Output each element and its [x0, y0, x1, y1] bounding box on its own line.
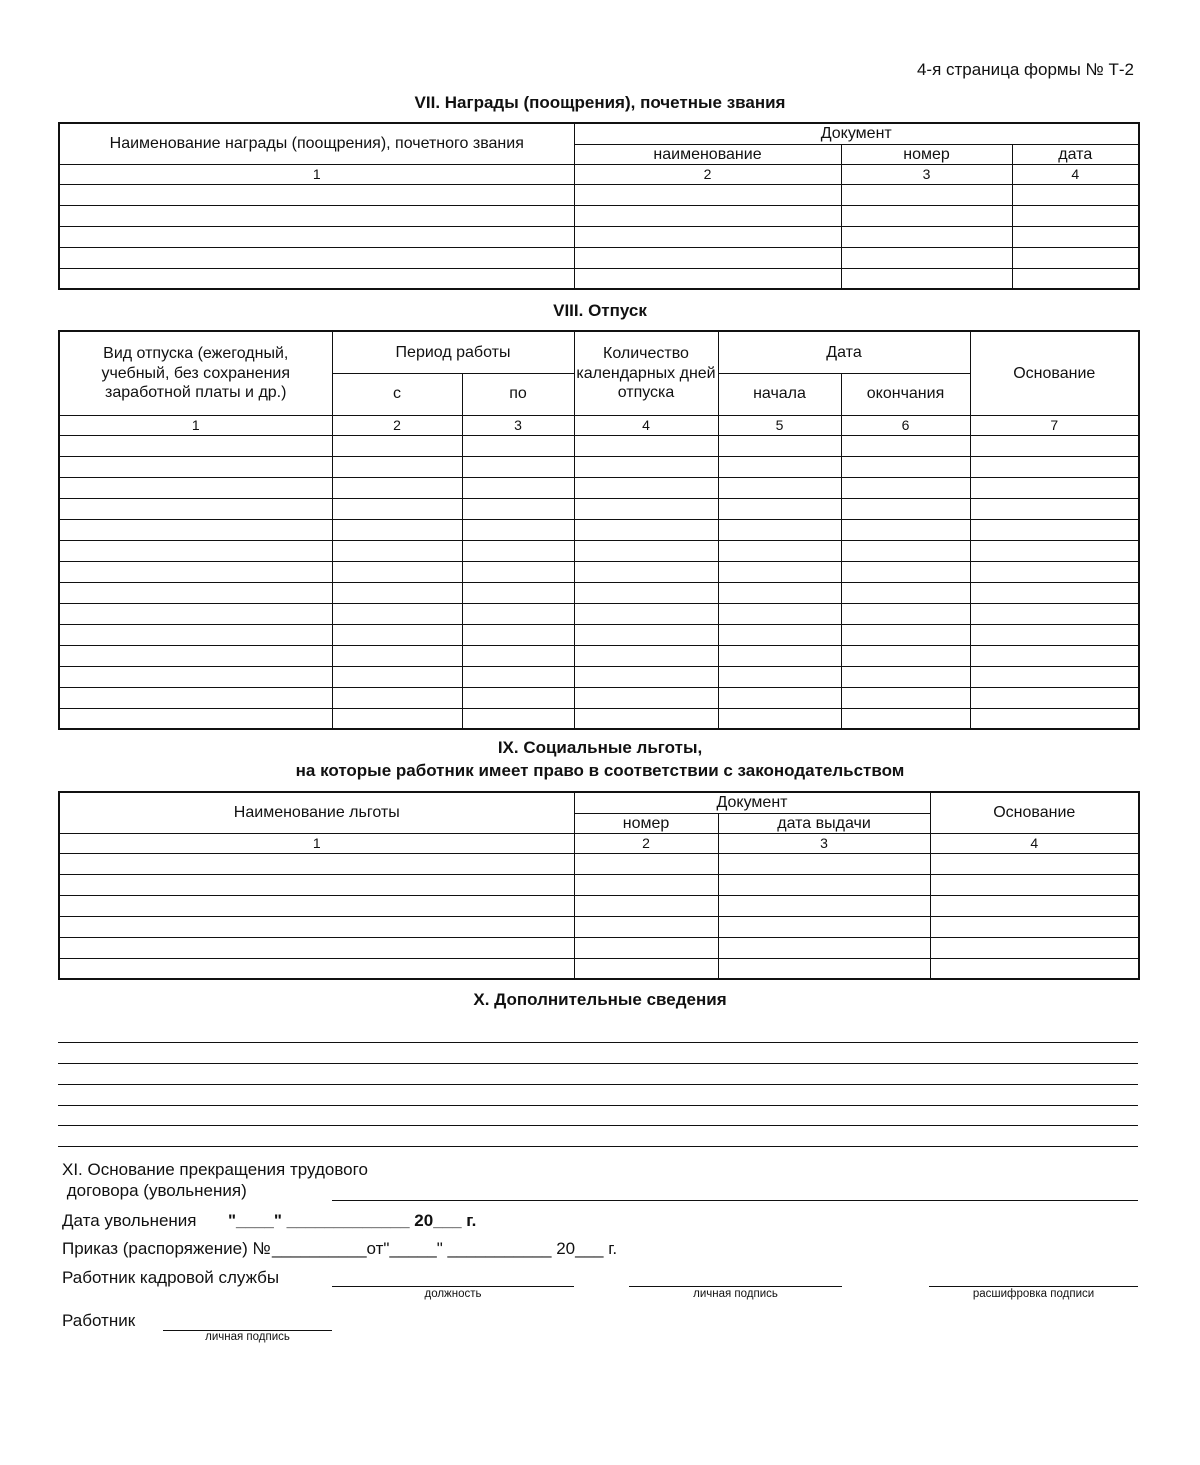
sub-doc-number: номер — [841, 144, 1012, 164]
column-numbers-row — [59, 833, 1139, 853]
column-numbers-row — [59, 164, 1139, 184]
col-days-count: Количество календарных дней отпуска — [574, 331, 718, 415]
col-number: 4 — [930, 833, 1139, 853]
col-date: Дата — [718, 331, 970, 373]
table-row — [59, 937, 1139, 958]
additional-info-line[interactable] — [58, 1146, 1138, 1147]
table-row — [59, 895, 1139, 916]
sub-to: по — [462, 373, 574, 415]
hr-employee-label: Работник кадровой службы — [62, 1268, 280, 1287]
sub-doc-date: дата — [1012, 144, 1139, 164]
table-row — [59, 498, 1139, 519]
dismissal-basis-line[interactable] — [332, 1200, 1138, 1201]
col-number: 7 — [970, 415, 1139, 435]
sub-doc-name: наименование — [574, 144, 841, 164]
table-row — [59, 666, 1139, 687]
table-row — [59, 708, 1139, 729]
table-row — [59, 603, 1139, 624]
awards-table — [58, 122, 1140, 290]
sub-issue-date: дата выдачи — [718, 813, 930, 833]
table-row — [59, 853, 1139, 874]
section-9-title: IX. Социальные льготы, — [497, 738, 703, 757]
col-number: 2 — [332, 415, 462, 435]
hr-signature-line[interactable] — [629, 1286, 842, 1287]
order-label: Приказ (распоряжение) № — [62, 1239, 271, 1258]
table-row — [59, 540, 1139, 561]
table-row — [59, 456, 1139, 477]
section-9-subtitle: на которые работник имеет право в соответствии с законодательством — [295, 761, 905, 780]
table-row — [59, 958, 1139, 979]
col-number: 2 — [574, 833, 718, 853]
dismissal-date-field[interactable]: "____" _____________ 20___ г. — [228, 1211, 477, 1230]
sub-number: номер — [574, 813, 718, 833]
table-row — [59, 916, 1139, 937]
table-row — [59, 687, 1139, 708]
col-number: 3 — [841, 164, 1012, 184]
table-row — [59, 184, 1139, 205]
position-caption: должность — [424, 1288, 482, 1300]
additional-info-line[interactable] — [58, 1084, 1138, 1085]
table-row — [59, 645, 1139, 666]
section-10-title: X. Дополнительные сведения — [473, 990, 727, 1009]
additional-info-line[interactable] — [58, 1125, 1138, 1126]
col-basis: Основание — [930, 792, 1139, 833]
col-basis: Основание — [970, 331, 1139, 415]
additional-info-line[interactable] — [58, 1042, 1138, 1043]
col-number: 3 — [718, 833, 930, 853]
table-row — [59, 561, 1139, 582]
signature-decoding-caption: расшифровка подписи — [972, 1288, 1095, 1300]
col-document: Документ — [574, 792, 930, 813]
sub-start: начала — [718, 373, 841, 415]
sub-end: окончания — [841, 373, 970, 415]
sub-from: с — [332, 373, 462, 415]
col-document: Документ — [574, 123, 1139, 144]
employee-signature-caption: личная подпись — [205, 1331, 290, 1343]
table-row — [59, 624, 1139, 645]
additional-info-line[interactable] — [58, 1063, 1138, 1064]
table-row — [59, 519, 1139, 540]
table-row — [59, 874, 1139, 895]
section-8-title: VIII. Отпуск — [553, 301, 647, 320]
section-7-title: VII. Награды (поощрения), почетные звания — [414, 93, 786, 112]
col-number: 4 — [574, 415, 718, 435]
table-row — [59, 247, 1139, 268]
column-numbers-row — [59, 415, 1139, 435]
col-number: 5 — [718, 415, 841, 435]
table-row — [59, 226, 1139, 247]
col-number: 1 — [59, 833, 574, 853]
col-work-period: Период работы — [332, 331, 574, 373]
col-number: 2 — [574, 164, 841, 184]
col-award-name: Наименование награды (поощрения), почетного звания — [59, 123, 574, 164]
employee-label: Работник — [62, 1311, 136, 1330]
col-number: 6 — [841, 415, 970, 435]
col-number: 1 — [59, 415, 332, 435]
col-benefit-name: Наименование льготы — [59, 792, 574, 833]
additional-info-line[interactable] — [58, 1105, 1138, 1106]
col-number: 1 — [59, 164, 574, 184]
col-number: 3 — [462, 415, 574, 435]
dismissal-date-label: Дата увольнения — [62, 1211, 197, 1230]
section-11-subtitle: договора (увольнения) — [62, 1181, 247, 1200]
page-label: 4-я страница формы № Т-2 — [916, 60, 1134, 79]
col-vacation-type: Вид отпуска (ежегодный, учебный, без сохранения заработной платы и др.) — [59, 331, 332, 415]
table-row — [59, 268, 1139, 289]
table-row — [59, 205, 1139, 226]
vacation-table — [58, 330, 1140, 730]
hr-signature-decoding-line[interactable] — [929, 1286, 1138, 1287]
col-number: 4 — [1012, 164, 1139, 184]
section-11-title: XI. Основание прекращения трудового — [62, 1160, 368, 1179]
table-row — [59, 582, 1139, 603]
table-row — [59, 477, 1139, 498]
benefits-table — [58, 791, 1140, 980]
table-row — [59, 435, 1139, 456]
signature-caption: личная подпись — [693, 1288, 778, 1300]
order-number-date-field[interactable]: __________от"_____" ___________ 20___ г. — [272, 1239, 618, 1258]
hr-position-line[interactable] — [332, 1286, 574, 1287]
